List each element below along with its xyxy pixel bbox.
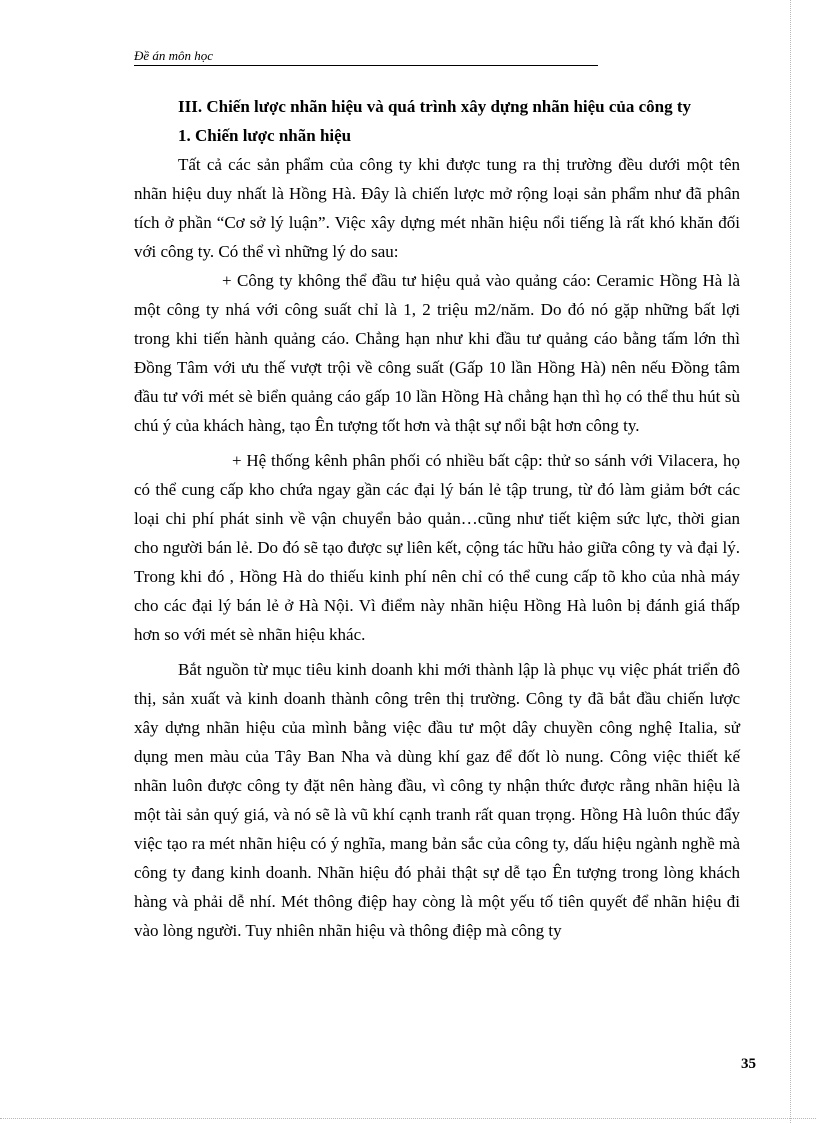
paragraph-distribution: + Hệ thống kênh phân phối có nhiều bất cập: thử so sánh với Vilacera, họ có thể cung cấp kho chứa ngay gần các đại lý bán lẻ tập trung, từ đó làm giảm bớt các loại chi phí phát sinh về vận chuyển bảo quản…cũng như tiết kiệm sức lực, thời gian cho người bán lẻ. Do đó sẽ tạo được sự liên kết, cộng tác hữu hảo giữa công ty và đại lý. Trong khi đó , Hồng Hà do thiếu kinh phí nên chỉ có thể cung cấp tõ kho của nhà máy cho các đại lý bán lẻ ở Hà Nội. Vì điểm này nhãn hiệu Hồng Hà luôn bị đánh giá thấp hơn so với mét sè nhãn hiệu khác.: [134, 451, 740, 644]
paragraph-advertising: + Công ty không thể đầu tư hiệu quả vào quảng cáo: Ceramic Hồng Hà là một công ty nhá với công suất chỉ là 1, 2 triệu m2/năm. Do đó nó gặp những bất lợi trong khi tiến hành quảng cáo. Chẳng hạn như khi đầu tư quảng cáo bằng tấm lớn thì Đồng Tâm với ưu thế vượt trội về công suất (Gấp 10 lần Hồng Hà) nên nếu Đồng tâm đầu tư với mét sè biển quảng cáo gấp 10 lần Hồng Hà chẳng hạn thì họ có thể thu hút sù chú ý của khách hàng, tạo Ên tượng tốt hơn và thật sự nổi bật hơn công ty.: [134, 271, 740, 435]
page-number: 35: [741, 1056, 756, 1072]
subsection-heading: 1. Chiến lược nhãn hiệu: [178, 126, 352, 145]
section-heading: III. Chiến lược nhãn hiệu và quá trình xây dựng nhãn hiệu của công ty: [178, 97, 692, 116]
paragraph-intro: Tất cả các sản phẩm của công ty khi được tung ra thị trường đều dưới một tên nhãn hiệu duy nhất là Hồng Hà. Đây là chiến lược mở rộng loại sản phẩm như đã phân tích ở phần “Cơ sở lý luận”. Việc xây dựng mét nhãn hiệu nổi tiếng là rất khó khăn đối với công ty. Có thể vì những lý do sau:: [134, 155, 740, 261]
page-border-right: [790, 0, 791, 1123]
running-header: Đề án môn học: [134, 48, 598, 66]
page-border-bottom: [0, 1118, 816, 1119]
document-body: [134, 92, 740, 945]
paragraph-brand-building: Bắt nguồn từ mục tiêu kinh doanh khi mới thành lập là phục vụ việc phát triển đô thị, sản xuất và kinh doanh thành công trên thị trường. Công ty đã bắt đầu chiến lược xây dựng nhãn hiệu của mình bằng việc đầu tư một dây chuyền công nghệ Italia, sử dụng men màu của Tây Ban Nha và dùng khí gaz để đốt lò nung. Công việc thiết kế nhãn luôn được công ty đặt nên hàng đầu, vì công ty nhận thức được rằng nhãn hiệu là một tài sản quý giá, và nó sẽ là vũ khí cạnh tranh rất quan trọng. Hồng Hà luôn thúc đẩy việc tạo ra mét nhãn hiệu có ý nghĩa, mang bản sắc của công ty, dấu hiệu ngành nghề mà công ty đang kinh doanh. Nhãn hiệu đó phải thật sự dễ tạo Ên tượng trong lòng khách hàng và phải dễ nhí. Mét thông điệp hay còng là một yếu tố tiên quyết để nhãn hiệu đi vào lòng người. Tuy nhiên nhãn hiệu và thông điệp mà công ty: [134, 660, 740, 940]
